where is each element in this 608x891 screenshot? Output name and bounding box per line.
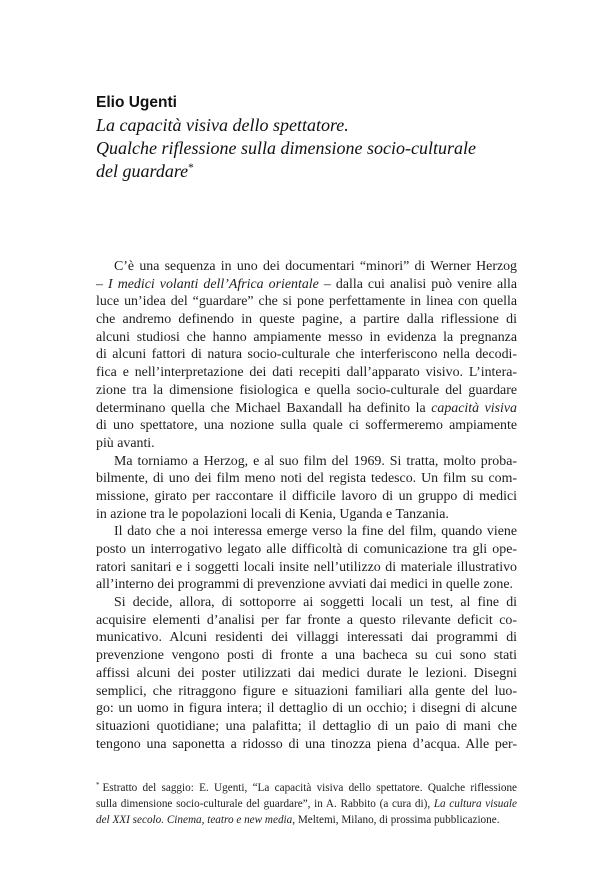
paragraph [96,523,517,594]
footnote-text: , Meltemi, Milano, di prossima pubblicazione. [292,813,500,826]
body-text [96,258,517,753]
text-line: municativo. Alcuni residenti dei villaggi interessati dai programmi di [96,630,517,646]
text-line: posto un interrogativo legato alle difficoltà di comunicazione tra gli ope- [96,542,517,557]
text-line: ratori sanitari e i soggetti locali insite nell’utilizzo di materiale illustrativo [96,559,517,575]
footnote-line [96,781,517,797]
footnote-marker: * [96,781,100,790]
text-segment: determinano quella che Michael Baxandall ha definito la [96,400,432,416]
text-line: semplici, che ritraggono figure e situazioni familiari alla gente del luo- [96,683,517,699]
footnote-line [96,813,517,829]
text-line: bilmente, di uno dei film meno noti del regista tedesco. Un film su com- [96,471,517,487]
text-line: missione, girato per raccontare il difficile lavoro di un gruppo di medici [96,488,517,504]
text-line: che andremo definendo in queste pagine, a partire dalla riflessione di [96,312,517,328]
text-line: prevenzione vengono posti di fronte a una bacheca su cui sono stati [96,648,517,664]
text-line: Ma torniamo a Herzog, e al suo film del 1969. Si tratta, molto proba- [114,453,517,469]
text-line: Si decide, allora, di sottoporre ai soggetti locali un test, al fine di [114,595,517,611]
title-footnote-marker: * [188,161,194,174]
author-name: Elio Ugenti [96,94,177,111]
title-line-text: del guardare [96,161,189,181]
text-line: alcuni studiosi che hanno ampiamente messo in evidenza la pregnanza [96,329,517,345]
title-line [96,160,476,183]
text-line: acquisire elementi d’analisi per far fronte a questo rilevante deficit co- [96,612,517,628]
text-line: all’interno dei programmi di prevenzione avviati dai medici in quelle zone. [96,577,513,593]
title-line: Qualche riflessione sulla dimensione socio-culturale [96,138,476,158]
text-segment: – dalla cui analisi può venire alla [318,276,517,292]
text-line: zione tra la dimensione fisiologica e quella socio-culturale del guardare [96,382,517,398]
paragraph [96,594,517,753]
text-line: affissi alcuni dei poster utilizzati dai medici durate le lezioni. Disegni [96,665,517,681]
text-segment: – [96,276,109,292]
paragraph [96,258,517,453]
text-line: di alcuni fattori di natura socio-culturale che interferiscono nella decodi- [96,347,517,363]
film-title: I medici volanti dell’Africa orientale [108,276,319,292]
text-line [96,276,517,294]
text-line: tengono una saponetta a ridosso di una tinozza piena d’acqua. Alle per- [96,736,517,752]
text-line: situazioni quotidiane; una palafitta; il dettaglio di un paio di mani che [96,718,517,734]
footnote [96,781,517,828]
text-line: di uno spettatore, una nozione sulla quale ci soffermeremo ampiamente [96,418,517,434]
footnote-text: sulla dimensione socio-culturale del guardare”, in A. Rabbito (a cura di), [96,797,434,810]
footnote-line [96,797,517,813]
text-line: in azione tra le popolazioni locali di Kenia, Uganda e Tanzania. [96,506,449,522]
text-line: luce un’idea del “guardare” che si pone perfettamente in linea con quella [96,294,517,310]
book-title: La cultura visuale [433,797,517,810]
footnote-text: Estratto del saggio: E. Ugenti, “La capacità visiva dello spettatore. Qualche riflessione [102,782,517,794]
paragraph [96,453,517,524]
article-title [96,114,476,183]
text-line: fica e nell’interpretazione dei dati recepiti dall’apparato visivo. L’intera- [96,365,517,381]
italic-term: capacità visiva [431,400,517,416]
text-line: go: un uomo in figura intera; il dettaglio di un occhio; i disegni di alcune [96,701,517,717]
text-line: più avanti. [96,435,155,451]
text-line [96,400,517,418]
text-line: Il dato che a noi interessa emerge verso la fine del film, quando viene [114,524,517,540]
text-line: C’è una sequenza in uno dei documentari “minori” di Werner Herzog [114,259,517,274]
title-line: La capacità visiva dello spettatore. [96,115,349,135]
book-title: del XXI secolo. Cinema, teatro e new media [96,813,293,826]
